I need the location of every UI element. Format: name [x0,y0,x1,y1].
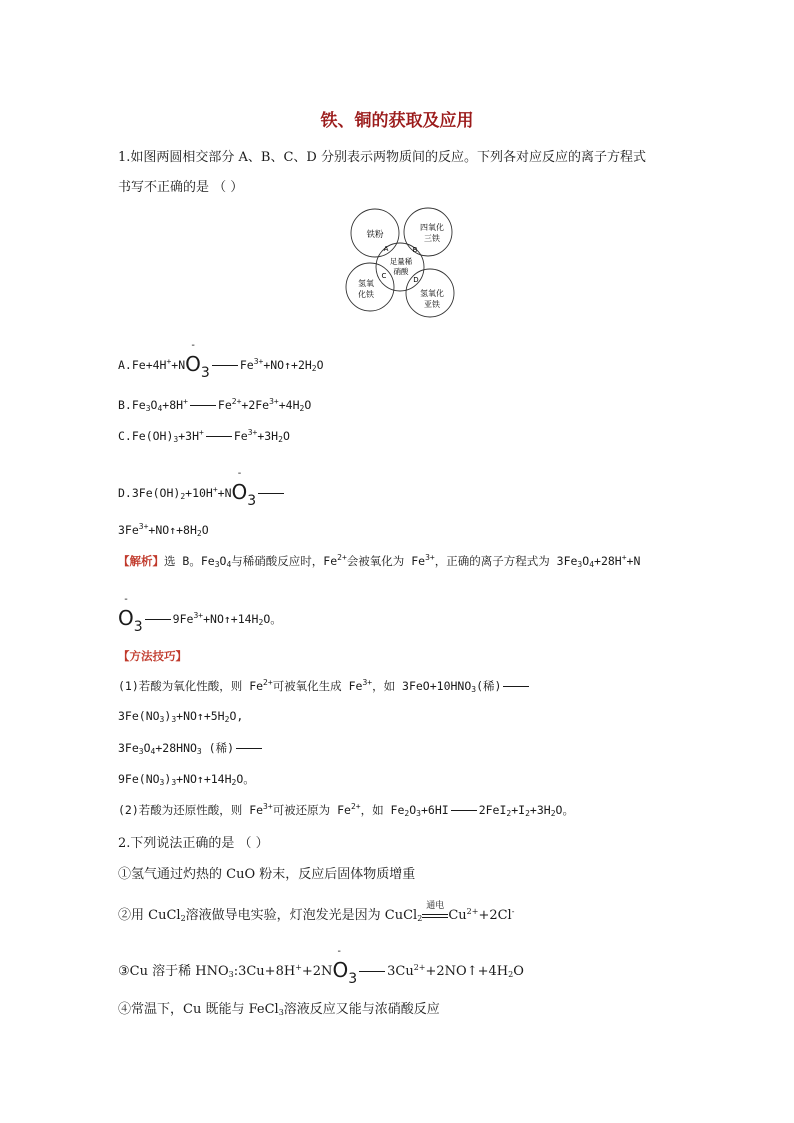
label-region-d: D [413,276,419,284]
q2-statement-3: ③Cu 溶于稀 $HNO_3:3Cu+8H^++2N$ - $O_3$ $3Cu^{2+}+2NO↑+4H_2O$ [118,946,524,987]
option-a: A.Fe+4H++N - $O_3$ $Fe^{3+}+NO↑+2H_2O$ [118,340,324,381]
analysis-line1: 【解析】选 B。$Fe_3O_4$与稀硝酸反应时，$Fe^{2+}$会被氧化为 $Fe^{3+}$，正确的离子方程式为 $3Fe_3O_4+28H^++N$ [118,553,641,569]
option-d-line2: $3Fe^{3+}+NO↑+8H_2O$ [118,522,209,538]
q2-statement-4: ④常温下，Cu 既能与 FeCl$_3$溶液反应又能与浓硝酸反应 [118,1002,440,1017]
method-tag: 【方法技巧】 [118,649,187,663]
method-line2: $3Fe(NO_3)_3+NO↑+5H_2O$, [118,709,244,724]
label-region-a: A [383,245,389,253]
label-acid-2: 硝酸 [393,267,409,276]
q2-statement-2: ②用 CuCl$_2$溶液做导电实验，灯泡发光是因为 CuCl$_2$ 通电 $Cu^{2+}+2Cl^-$ [118,904,514,923]
electrolysis-label: 通电 [426,900,445,911]
page-title: 铁、铜的获取及应用 [320,111,474,131]
option-c: $C.Fe(OH)_3+3H^+$ $Fe^{3+}+3H_2O$ [118,428,290,444]
label-fe-oh3-2: 化铁 [358,290,374,299]
method-line4: $9Fe(NO_3)_3+NO↑+14H_2O$。 [118,772,255,787]
option-d-line1: $D.3Fe(OH)_2+10H^++N$ - $O_3$ [118,478,286,507]
label-fe3o4-2: 三铁 [424,234,440,243]
q2-statement-1: ①氢气通过灼热的 CuO 粉末，反应后固体物质增重 [118,867,416,882]
label-iron-powder: 铁粉 [366,230,384,240]
q1-stem-line2: 书写不正确的是 （ ） [118,180,244,195]
label-fe-oh2-2: 亚铁 [424,300,440,309]
circle-fe3o4 [404,208,452,256]
method-line1: (1)若酸为氧化性酸，则 $Fe^{2+}$可被氧化生成 $Fe^{3+}$，如 $3FeO+10HNO_3$(稀) [118,678,531,694]
analysis-line2: - $O_3$ $9Fe^{3+}+NO↑+14H_2O$。 [118,594,282,635]
method-line3: $3Fe_3O_4+28HNO_3$ (稀) [118,740,264,756]
label-fe-oh3-1: 氢氧 [358,279,374,288]
venn-diagram [340,205,460,325]
method-line5: (2)若酸为还原性酸，则 $Fe^{3+}$可被还原为 $Fe^{2+}$，如 $Fe_2O_3+6HI$ $2FeI_2+I_2+3H_2O$。 [118,802,574,818]
label-region-c: C [381,272,387,280]
label-fe3o4-1: 四氧化 [420,223,444,232]
label-fe-oh2-1: 氢氧化 [420,289,444,298]
q1-stem-line1: 1.如图两圆相交部分 A、B、C、D 分别表示两物质间的反应。下列各对应反应的离子方程式 [118,150,646,165]
label-acid-1: 足量稀 [389,257,413,266]
analysis-tag: 【解析】 [118,554,164,568]
q2-stem: 2.下列说法正确的是 （ ） [118,836,269,851]
option-b: $B.Fe_3O_4+8H^+$ $Fe^{2+}+2Fe^{3+}+4H_2O$ [118,397,312,413]
label-region-b: B [412,246,418,254]
